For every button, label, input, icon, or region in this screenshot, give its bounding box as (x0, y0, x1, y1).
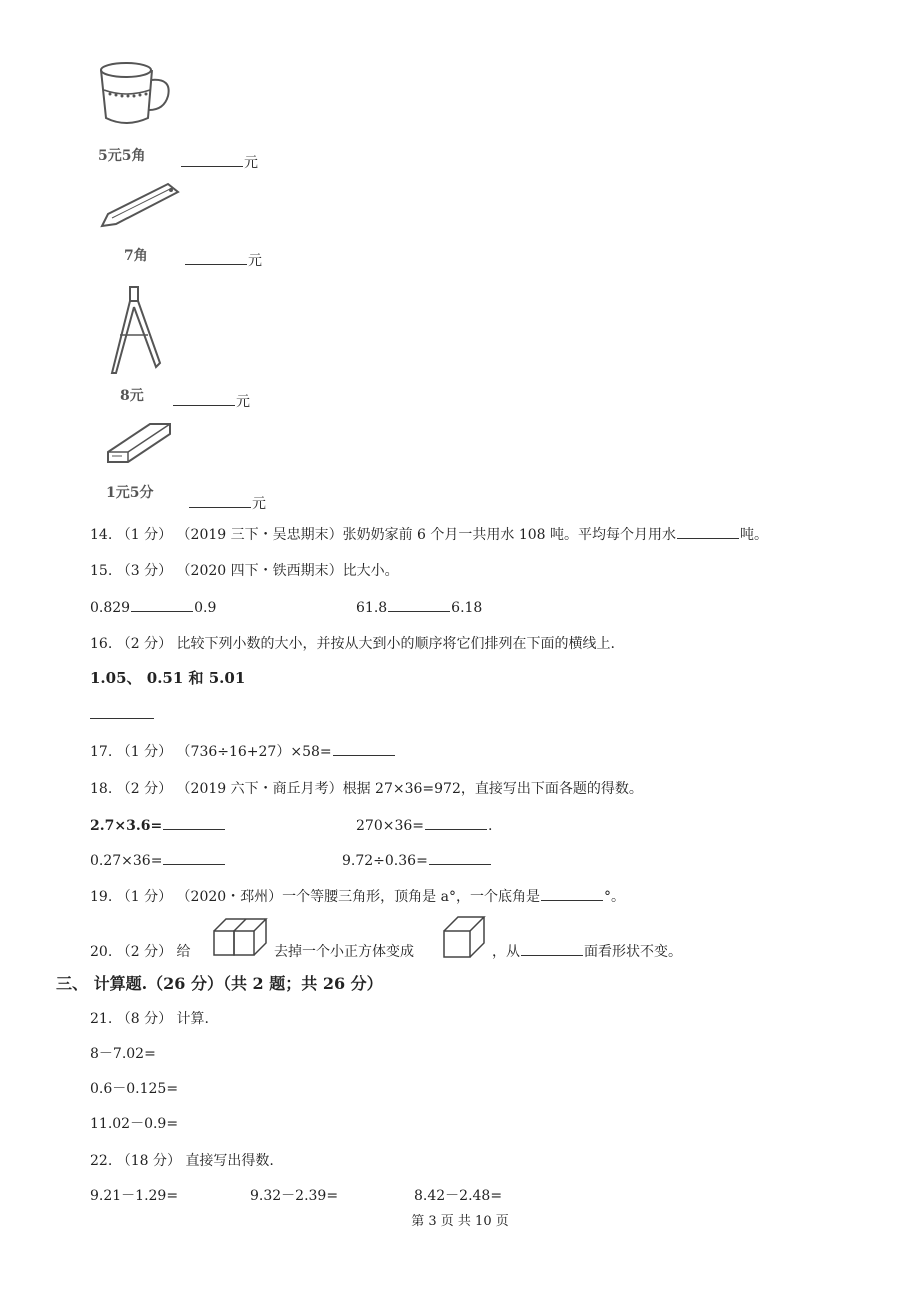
q21-expr-3: 11.02－0.9= (90, 1116, 179, 1132)
question-21: 21. （8 分） 计算. (90, 1011, 209, 1027)
q20-text-middle: 去掉一个小正方体变成 (274, 944, 414, 960)
q22-expr-1: 9.21－1.29= (90, 1188, 179, 1204)
question-15: 15. （3 分） （2020 四下・铁西期末）比大小。 (90, 563, 399, 579)
q20-text-end: ，从 面看形状不变。 (492, 941, 682, 961)
answer-blank[interactable] (541, 886, 603, 901)
answer-blank[interactable] (163, 850, 225, 865)
cup-image (96, 60, 186, 130)
answer-blank[interactable] (429, 850, 491, 865)
answer-blank[interactable] (181, 152, 243, 167)
answer-blank[interactable] (131, 597, 193, 612)
q21-expr-2: 0.6－0.125= (90, 1081, 179, 1097)
section-3-title: 三、 计算题.（26 分）（共 2 题；共 26 分） (56, 974, 383, 993)
q18-expr-1: 2.7×3.6= (90, 815, 226, 834)
answer-blank[interactable] (521, 941, 583, 956)
eraser-price: 1元5分 (106, 485, 154, 501)
q15-compare-a: 0.829 0.9 (90, 597, 216, 616)
q18-expr-2: 270×36= . (356, 815, 492, 834)
q18-expr-3: 0.27×36= (90, 850, 226, 869)
question-22: 22. （18 分） 直接写出得数. (90, 1153, 274, 1169)
answer-blank[interactable] (163, 815, 225, 830)
question-17: 17. （1 分） （736÷16+27）×58= (90, 741, 396, 761)
pencil-image (98, 180, 184, 230)
question-19: 19. （1 分） （2020・邳州）一个等腰三角形，顶角是 a°，一个底角是 °。 (90, 886, 625, 906)
question-18: 18. （2 分） （2019 六下・商丘月考）根据 27×36=972，直接写出下面各题的得数。 (90, 781, 643, 797)
answer-blank[interactable] (333, 741, 395, 756)
pencil-price: 7角 (124, 248, 148, 264)
q16-numbers: 1.05、 0.51 和 5.01 (90, 669, 246, 687)
answer-blank[interactable] (189, 493, 251, 508)
q22-expr-2: 9.32－2.39= (250, 1188, 339, 1204)
answer-blank[interactable] (425, 815, 487, 830)
compass-price: 8元 (120, 388, 144, 404)
answer-blank[interactable] (185, 250, 247, 265)
answer-blank[interactable] (677, 524, 739, 539)
q18-expr-4: 9.72÷0.36= (342, 850, 492, 869)
compass-image (104, 285, 170, 380)
answer-blank[interactable] (173, 391, 235, 406)
q15-compare-b: 61.8 6.18 (356, 597, 482, 616)
question-16: 16. （2 分） 比较下列小数的大小，并按从大到小的顺序将它们排列在下面的横线上. (90, 636, 615, 652)
question-14: 14. （1 分） （2019 三下・吴忠期末）张奶奶家前 6 个月一共用水 108 吨。平均每个月用水 吨。 (90, 524, 768, 544)
question-20: 20. （2 分） 给 (90, 944, 191, 960)
q22-expr-3: 8.42－2.48= (414, 1188, 503, 1204)
three-cubes-figure (212, 915, 270, 957)
page-footer: 第 3 页 共 10 页 (411, 1214, 509, 1229)
eraser-image (104, 418, 174, 470)
q21-expr-1: 8－7.02= (90, 1046, 156, 1062)
cup-answer: 元 (180, 152, 258, 172)
answer-blank[interactable] (388, 597, 450, 612)
answer-blank[interactable] (90, 718, 154, 719)
pencil-answer: 元 (184, 250, 262, 270)
cup-price: 5元5角 (98, 148, 146, 164)
eraser-answer: 元 (188, 493, 266, 513)
two-cubes-figure (442, 913, 486, 959)
compass-answer: 元 (172, 391, 250, 411)
